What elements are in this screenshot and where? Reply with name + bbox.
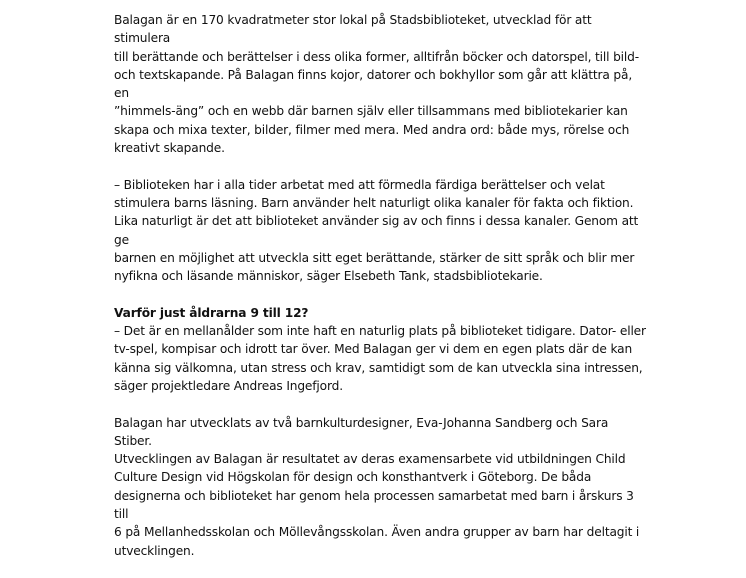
section-heading: Varför just åldrarna 9 till 12? bbox=[114, 305, 309, 320]
quote-paragraph-project-lead: – Det är en mellanålder som inte haft en naturlig plats på biblioteket tidigare. Dator- eller tv-spel, kompisar och idrott tar över. Med Balagan ger vi dem en egen plats där de kan känna sig välkomna, utan stress och krav, samtidigt som de kan utveckla sina intressen, säger projektledare Andreas Ingefjord. bbox=[114, 324, 646, 393]
document-page bbox=[114, 11, 646, 578]
age-section bbox=[114, 304, 646, 395]
quote-paragraph-librarian: – Biblioteken har i alla tider arbetat med att förmedla färdiga berättelser och velat stimulera barns läsning. Barn använder helt naturligt olika kanaler för fakta och fiktion. Lika naturligt är det att biblioteket använder sig av och finns i dessa kanaler. Genom att ge barnen en möjlighet att utveckla sitt eget berättande, stärker de sitt språk och blir mer nyfikna och läsande människor, säger Elsebeth Tank, stadsbibliotekarie. bbox=[114, 177, 639, 284]
development-paragraph: Balagan har utvecklats av två barnkulturdesigner, Eva-Johanna Sandberg och Sara Stiber. Utvecklingen av Balagan är resultatet av deras examensarbete vid utbildningen Child Culture Design vid Högskolan för design och konsthantverk i Göteborg. De båda designerna och biblioteket har genom hela processen samarbetat med barn i årskurs 3 till 6 på Mellanhedsskolan och Möllevångsskolan. Även andra grupper av barn har deltagit i utvecklingen. bbox=[114, 415, 640, 558]
intro-paragraph: Balagan är en 170 kvadratmeter stor lokal på Stadsbiblioteket, utvecklad för att stimulera till berättande och berättelser i dess olika former, alltifrån böcker och datorspel, till bild- och textskapande. På Balagan finns kojor, datorer och bokhyllor som går att klättra på, en ”himmels-äng” och en webb där barnen själv eller tillsammans med bibliotekarier kan skapa och mixa texter, bilder, filmer med mera. Med andra ord: både mys, rörelse och kreativt skapande. bbox=[114, 13, 639, 156]
